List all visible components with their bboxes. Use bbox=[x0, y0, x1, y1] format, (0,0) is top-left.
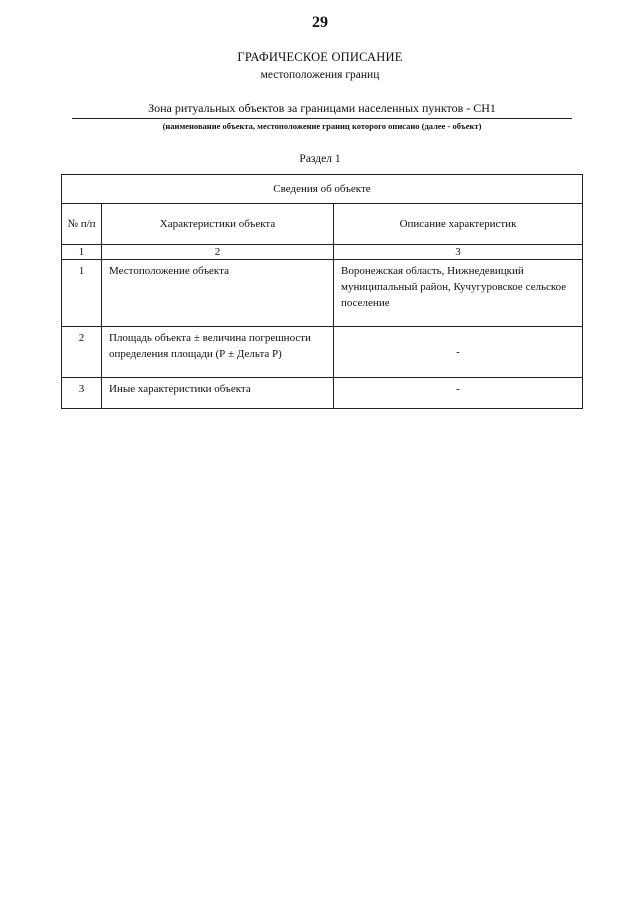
object-name: Зона ритуальных объектов за границами населенных пунктов - СН1 bbox=[72, 101, 572, 119]
table-caption: Сведения об объекте bbox=[62, 175, 583, 204]
row-characteristic: Местоположение объекта bbox=[102, 260, 334, 327]
index-cell: 3 bbox=[334, 245, 583, 260]
row-description: Воронежская область, Нижнедевицкий муниципальный район, Кучугуровское сельское поселение bbox=[334, 260, 583, 327]
header-characteristic: Характеристики объекта bbox=[102, 204, 334, 245]
object-name-caption: (наименование объекта, местоположение границ которого описано (далее - объект) bbox=[162, 121, 482, 131]
document-title: ГРАФИЧЕСКОЕ ОПИСАНИЕ bbox=[237, 50, 403, 64]
header-num: № п/п bbox=[62, 204, 102, 245]
row-characteristic: Площадь объекта ± величина погрешности определения площади (Р ± Дельта Р) bbox=[102, 327, 334, 378]
index-cell: 1 bbox=[62, 245, 102, 260]
row-description: - bbox=[334, 327, 583, 378]
table-row bbox=[62, 378, 583, 409]
page-number: 29 bbox=[312, 14, 328, 31]
row-num: 3 bbox=[62, 378, 102, 409]
section-title: Раздел 1 bbox=[299, 153, 341, 165]
index-cell: 2 bbox=[102, 245, 334, 260]
row-description: - bbox=[334, 378, 583, 409]
header-description: Описание характеристик bbox=[334, 204, 583, 245]
document-subtitle: местоположения границ bbox=[260, 69, 380, 81]
row-characteristic: Иные характеристики объекта bbox=[102, 378, 334, 409]
row-num: 1 bbox=[62, 260, 102, 327]
table-row bbox=[62, 327, 583, 378]
row-num: 2 bbox=[62, 327, 102, 378]
table-header-row bbox=[62, 204, 583, 245]
object-info-table bbox=[61, 174, 583, 409]
table-index-row bbox=[62, 245, 583, 260]
table-caption-row bbox=[62, 175, 583, 204]
table-row bbox=[62, 260, 583, 327]
